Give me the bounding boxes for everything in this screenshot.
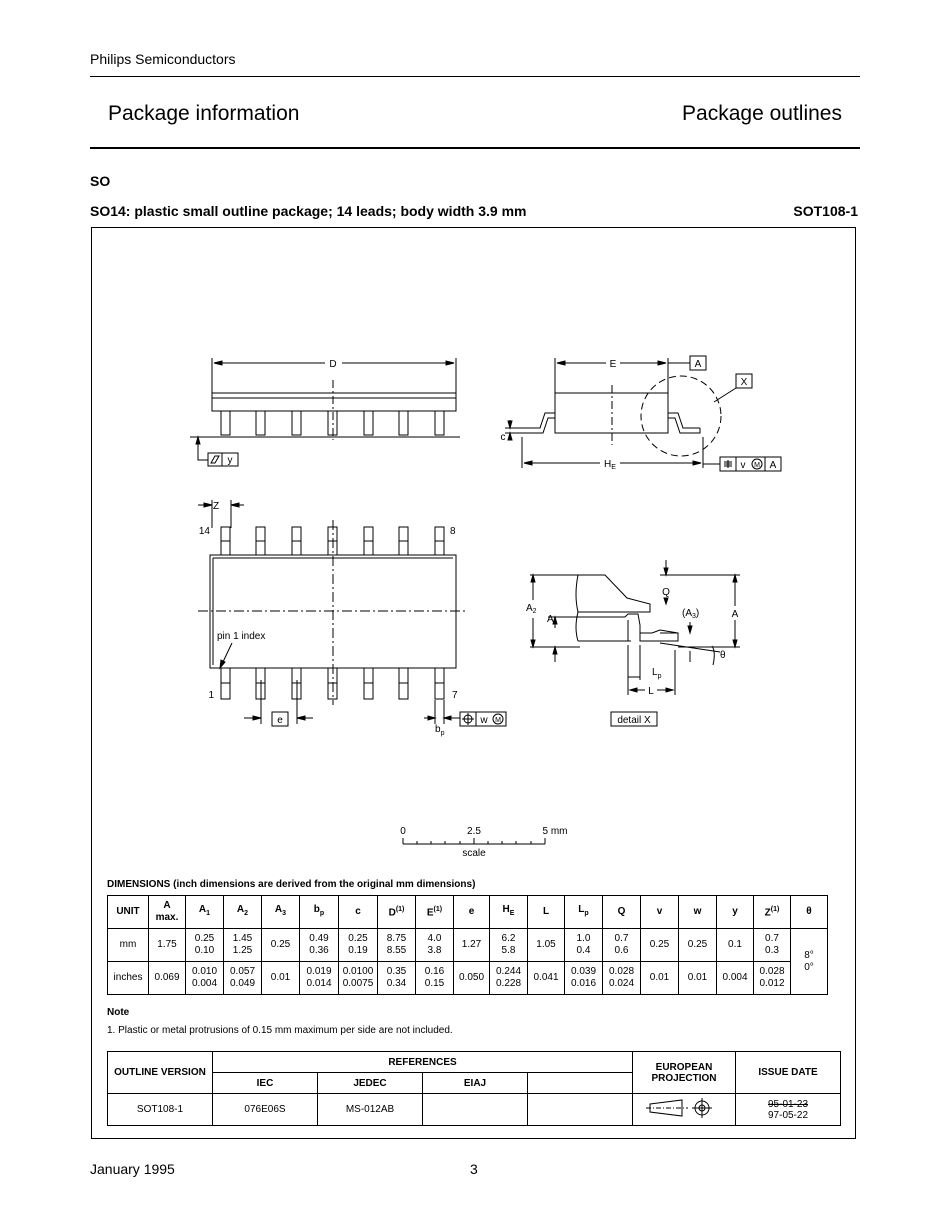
col-L: L <box>528 896 565 929</box>
theta-value: 0° <box>804 961 814 973</box>
col-A3: $A_3$ <box>262 896 300 929</box>
pin-14-label: 14 <box>198 526 210 537</box>
label-E: E <box>609 359 617 370</box>
dimension-value: 0.35 <box>386 966 407 977</box>
outline-version-header: OUTLINE VERSION <box>108 1052 213 1094</box>
label-Z: Z <box>212 501 220 512</box>
references-header: REFERENCES <box>213 1052 633 1073</box>
dimension-value: 0.228 <box>495 978 522 989</box>
dimension-cell <box>186 929 224 962</box>
dimension-value: 0.34 <box>386 978 407 989</box>
label-v: v <box>740 460 746 471</box>
dimension-cell <box>224 962 262 995</box>
dimension-value: 0.028 <box>608 966 635 977</box>
dimension-cell <box>149 929 186 962</box>
projection-header: EUROPEAN PROJECTION <box>633 1052 736 1094</box>
col-theta: θ <box>791 896 828 929</box>
col-c: c <box>339 896 378 929</box>
eiaj-value <box>423 1094 528 1126</box>
scale-tick-end: 5 mm <box>542 826 568 837</box>
dimension-value: 1.25 <box>232 945 253 956</box>
label-A2: $A_2$ <box>526 603 537 615</box>
dimension-value: 0.012 <box>759 978 785 989</box>
dimension-value: 0.10 <box>194 945 215 956</box>
dimension-cell <box>565 929 603 962</box>
col-bp: $b_p$ <box>300 896 339 929</box>
dimension-value: 0.16 <box>424 966 445 977</box>
dimension-cell <box>679 962 717 995</box>
jedec-header: JEDEC <box>318 1073 423 1094</box>
dimension-cell <box>565 962 603 995</box>
dimension-value: 1.45 <box>232 933 253 944</box>
dimension-value: 0.49 <box>309 933 329 944</box>
footer-date: January 1995 <box>90 1161 175 1177</box>
dimensions-title: DIMENSIONS (inch dimensions are derived from the original mm dimensions) <box>107 879 476 890</box>
unit-cell: mm <box>108 929 149 962</box>
dimension-cell <box>416 962 454 995</box>
dimension-value: 8.75 <box>386 933 407 944</box>
dimension-value: 3.8 <box>427 945 442 956</box>
dimension-value: 1.0 <box>576 933 591 944</box>
dimension-value: 1.05 <box>536 939 556 950</box>
dimension-value: 0.0075 <box>342 978 374 989</box>
dimension-value: 0.039 <box>570 966 597 977</box>
issue-date-old: 95-01-23 <box>767 1098 809 1110</box>
dimension-cell <box>186 962 224 995</box>
page-title-right: Package outlines <box>682 102 842 125</box>
label-HE: $H_E$ <box>604 459 616 471</box>
dimension-value: 0.069 <box>154 972 180 983</box>
dimension-value: 0.25 <box>194 933 215 944</box>
col-A2: $A_2$ <box>224 896 262 929</box>
dimension-value: 6.2 <box>501 933 516 944</box>
dimension-value: 0.004 <box>191 978 218 989</box>
page-number: 3 <box>470 1161 478 1177</box>
dimension-cell <box>754 929 791 962</box>
label-A3: $(A_3)$ <box>682 608 700 620</box>
theta-value: 8° <box>804 949 814 961</box>
dimension-value: 0.024 <box>608 978 635 989</box>
dimension-cell <box>528 962 565 995</box>
col-D: $D^{(1)}$ <box>378 896 416 929</box>
dimension-cell <box>603 929 641 962</box>
iec-header: IEC <box>213 1073 318 1094</box>
dimension-cell <box>490 962 528 995</box>
iec-value: 076E06S <box>213 1094 318 1126</box>
dimension-value: 0.4 <box>576 945 591 956</box>
dimension-cell <box>754 962 791 995</box>
first-angle-projection-icon <box>644 1096 724 1120</box>
col-e: e <box>454 896 490 929</box>
label-D: D <box>329 359 337 370</box>
dimension-cell <box>717 929 754 962</box>
label-L: L <box>648 686 654 697</box>
col-y: y <box>717 896 754 929</box>
bottom-view <box>198 500 506 737</box>
dimension-value: 0.25 <box>270 939 291 950</box>
pin-7-label: 7 <box>452 690 458 701</box>
label-A-height: A <box>731 609 739 620</box>
col-w: w <box>679 896 717 929</box>
label-Lp: $L_p$ <box>652 667 662 680</box>
dimension-value: 0.050 <box>458 972 485 983</box>
dimension-cell <box>490 929 528 962</box>
dimension-cell <box>262 962 300 995</box>
dimension-value: 0.6 <box>614 945 629 956</box>
empty-header <box>528 1073 633 1094</box>
label-A-reference: A <box>769 460 777 471</box>
dimension-value: 0.028 <box>759 966 785 977</box>
dimension-cell <box>339 962 378 995</box>
detail-x-view <box>526 560 740 726</box>
dimension-value: 0.7 <box>765 933 779 944</box>
pin-1-index-label: pin 1 index <box>217 631 266 642</box>
col-v: v <box>641 896 679 929</box>
dimension-cell <box>528 929 565 962</box>
outline-version-value: SOT108-1 <box>108 1094 213 1126</box>
dimension-value: 0.15 <box>424 978 445 989</box>
eiaj-header: EIAJ <box>423 1073 528 1094</box>
dimension-cell <box>603 962 641 995</box>
col-E: $E^{(1)}$ <box>416 896 454 929</box>
col-Z: $Z^{(1)}$ <box>754 896 791 929</box>
pin-8-label: 8 <box>450 526 456 537</box>
dimension-cell <box>454 962 490 995</box>
col-A1: $A_1$ <box>186 896 224 929</box>
col-Q: Q <box>603 896 641 929</box>
dimension-value: 0.25 <box>687 939 708 950</box>
dimension-cell <box>679 929 717 962</box>
dimensions-row <box>108 929 828 962</box>
theta-cell <box>791 929 828 995</box>
datum-A-box: A <box>694 359 702 370</box>
dimensions-row <box>108 962 828 995</box>
dimensions-header-row <box>108 896 828 929</box>
dimension-cell <box>641 929 679 962</box>
label-c: c <box>500 432 506 443</box>
dimension-value: 0.7 <box>614 933 629 944</box>
pin-1-label: 1 <box>208 690 214 701</box>
col-Lp: $L_p$ <box>565 896 603 929</box>
dimension-value: 1.27 <box>461 939 482 950</box>
detail-x-caption: detail X <box>617 715 651 726</box>
col-unit: UNIT <box>108 896 149 929</box>
label-e: e <box>277 715 283 726</box>
dimension-value: 0.01 <box>687 972 708 983</box>
side-view <box>501 356 782 471</box>
col-HE: $H_E$ <box>490 896 528 929</box>
projection-symbol <box>633 1094 736 1126</box>
jedec-value: MS-012AB <box>318 1094 423 1126</box>
dimension-value: 5.8 <box>501 945 516 956</box>
issue-dates <box>736 1094 841 1126</box>
dimension-value: 0.25 <box>649 939 670 950</box>
detail-X-box: X <box>740 377 748 388</box>
dimension-value: 0.36 <box>309 945 329 956</box>
package-code: SOT108-1 <box>793 203 858 219</box>
dimensions-table <box>107 895 828 995</box>
dimension-cell <box>262 929 300 962</box>
dimension-value: 1.75 <box>157 939 177 950</box>
dimension-value: 0.010 <box>191 966 218 977</box>
dimension-value: 0.01 <box>649 972 670 983</box>
dimension-cell <box>149 962 186 995</box>
scale-label: scale <box>462 848 486 859</box>
scale-bar <box>400 826 567 859</box>
dimension-value: 0.014 <box>306 978 332 989</box>
label-w: w <box>480 715 488 726</box>
col-A-max: A max. <box>149 896 186 929</box>
dimension-value: 0.25 <box>348 933 368 944</box>
section-heading: SO <box>90 173 111 189</box>
company-name: Philips Semiconductors <box>90 51 236 67</box>
dimension-value: 0.3 <box>765 945 779 956</box>
scale-tick-0: 0 <box>400 826 406 837</box>
scale-tick-mid: 2.5 <box>467 826 481 837</box>
dimension-cell <box>717 962 754 995</box>
dimension-cell <box>454 929 490 962</box>
dimension-value: 0.019 <box>306 966 332 977</box>
issue-date-header: ISSUE DATE <box>736 1052 841 1094</box>
dimension-value: 0.0100 <box>342 966 374 977</box>
dimension-value: 0.1 <box>728 939 742 950</box>
dimension-cell <box>339 929 378 962</box>
issue-date-current: 97-05-22 <box>767 1109 809 1121</box>
empty-value <box>528 1094 633 1126</box>
label-Q: Q <box>662 587 670 598</box>
label-bp: $b_p$ <box>435 724 445 737</box>
dimension-value: 8.55 <box>386 945 407 956</box>
note-text: 1. Plastic or metal protrusions of 0.15 mm maximum per side are not included. <box>107 1025 453 1036</box>
dimension-value: 4.0 <box>427 933 442 944</box>
dimension-value: 0.016 <box>570 978 597 989</box>
dimension-cell <box>416 929 454 962</box>
top-view <box>190 358 460 466</box>
dimension-cell <box>378 962 416 995</box>
unit-cell: inches <box>108 962 149 995</box>
dimension-value: 0.01 <box>270 972 291 983</box>
page-title-left: Package information <box>108 102 300 125</box>
label-theta: θ <box>720 650 726 661</box>
label-M-modifier-bottom: M <box>495 717 501 724</box>
dimension-value: 0.057 <box>229 966 256 977</box>
dimension-cell <box>224 929 262 962</box>
label-A1: $A_1$ <box>547 614 558 626</box>
package-title: SO14: plastic small outline package; 14 leads; body width 3.9 mm <box>90 203 527 219</box>
dimension-value: 0.049 <box>229 978 256 989</box>
dimension-cell <box>378 929 416 962</box>
label-M-modifier: M <box>754 462 760 469</box>
dimension-value: 0.19 <box>348 945 368 956</box>
references-table <box>107 1051 841 1126</box>
dimension-cell <box>641 962 679 995</box>
label-y: y <box>227 455 233 466</box>
note-heading: Note <box>107 1007 130 1018</box>
dimension-cell <box>300 929 339 962</box>
dimension-value: 0.244 <box>495 966 522 977</box>
dimension-cell <box>300 962 339 995</box>
dimension-value: 0.004 <box>722 972 748 983</box>
dimension-value: 0.041 <box>533 972 559 983</box>
